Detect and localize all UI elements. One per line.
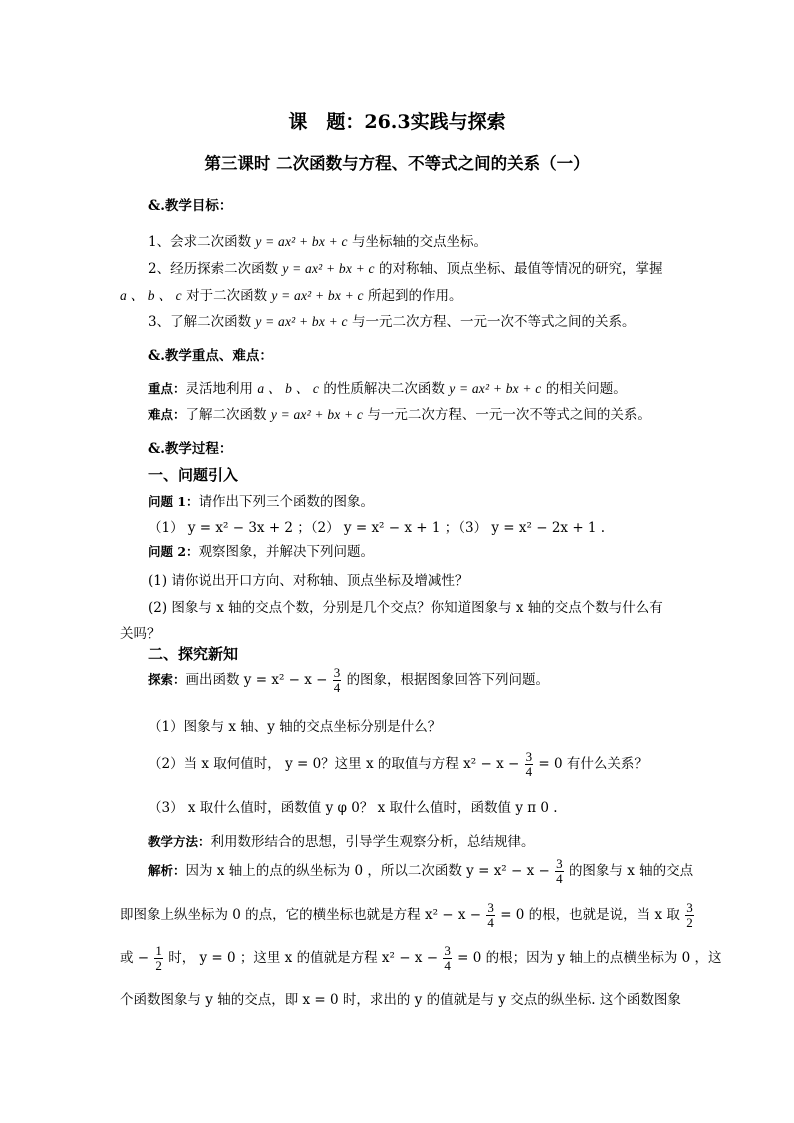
method-text: 利用数形结合的思想，引导学生观察分析，总结规律。 — [210, 834, 535, 850]
objective-2-expr: y = ax² + bx + c — [282, 261, 375, 276]
analysis-line-4: 个函数图象与 y 轴的交点，即 x = 0 时，求出的 y 的值就是与 y 交点的纵坐标. 这个函数图象 — [120, 992, 681, 1008]
difficult-label: 难点： — [148, 407, 186, 422]
fraction-three-quarters: $\frac{3}{4}$ — [444, 943, 451, 973]
key-mid: 的性质解决二次函数 — [323, 381, 445, 397]
objective-3-pre: 3、了解二次函数 — [148, 314, 252, 330]
objective-1-expr: y = ax² + bx + c — [255, 234, 348, 249]
difficult-expr: y = ax² + bx + c — [270, 407, 364, 422]
analysis-2-pre: 即图象上纵坐标为 0 的点，它的横坐标也就是方程 x² − x − — [120, 907, 482, 923]
objective-2 — [148, 257, 662, 277]
objectives-heading: &.教学目标： — [148, 198, 233, 214]
objective-2b-expr: y = ax² + bx + c — [271, 288, 364, 303]
objective-3 — [148, 310, 635, 330]
section-2-heading: 二、探究新知 — [148, 645, 239, 663]
analysis-1-post: 的图象与 x 轴的交点 — [568, 863, 694, 879]
key-vars: a 、 b 、 c — [257, 381, 320, 396]
key-post: 的相关问题。 — [545, 381, 627, 397]
lesson-title: 课 题：26.3实践与探索 — [288, 111, 506, 133]
question-2-text: 观察图象，并解决下列问题。 — [198, 544, 375, 560]
fraction-one-half: $\frac{1}{2}$ — [155, 943, 162, 973]
objective-2-mid: 对于二次函数 — [186, 288, 268, 304]
explore-q2 — [148, 750, 648, 779]
question-2-label: 问题 2： — [148, 544, 199, 559]
objective-3-expr: y = ax² + bx + c — [255, 314, 348, 329]
difficult-pre: 了解二次函数 — [185, 407, 267, 423]
explore-pre: 画出函数 y = x² − x − — [185, 672, 328, 688]
method-label: 教学方法： — [148, 834, 211, 849]
explore-q2-post: = 0 有什么关系？ — [538, 756, 648, 772]
analysis-3-pre: 或 − — [120, 950, 150, 966]
explore-q1: （1）图象与 x 轴、y 轴的交点坐标分别是什么？ — [148, 719, 442, 735]
objective-3-post: 与一元二次方程、一元一次不等式之间的关系。 — [351, 314, 636, 330]
keypoints-heading: &.教学重点、难点： — [148, 348, 273, 364]
question-1-functions: （1） y = x² − 3x + 2 ；（2） y = x² − x + 1 ；（3） y = x² − 2x + 1 . — [148, 520, 606, 536]
objective-2b-post: 所起到的作用。 — [367, 288, 463, 304]
explore-line — [148, 666, 549, 695]
objective-1-post: 与坐标轴的交点坐标。 — [351, 234, 487, 250]
objective-1-pre: 1、会求二次函数 — [148, 234, 252, 250]
objective-2-pre: 2、经历探索二次函数 — [148, 261, 279, 277]
question-2-part-2-cont: 关吗？ — [120, 626, 161, 642]
key-label: 重点： — [148, 381, 186, 396]
explore-post: 的图象，根据图象回答下列问题。 — [346, 672, 550, 688]
difficult-post: 与一元二次方程、一元一次不等式之间的关系。 — [367, 407, 651, 423]
analysis-1-pre: 因为 x 轴上的点的纵坐标为 0 ，所以二次函数 y = x² − x − — [185, 863, 550, 879]
analysis-line-3 — [120, 944, 722, 973]
explore-q2-pre: （2）当 x 取何值时， y = 0？这里 x 的取值与方程 x² − x − — [148, 756, 520, 772]
question-1 — [148, 490, 374, 510]
analysis-label: 解析： — [148, 863, 186, 878]
objective-2-post: 的对称轴、顶点坐标、最值等情况的研究，掌握 — [378, 261, 663, 277]
lesson-subtitle: 第三课时 二次函数与方程、不等式之间的关系（一） — [204, 154, 590, 173]
question-2-part-2: (2) 图象与 x 轴的交点个数，分别是几个交点？你知道图象与 x 轴的交点个数与什么有 — [148, 600, 663, 616]
fraction-three-quarters: $\frac{3}{4}$ — [333, 665, 341, 695]
teaching-method — [148, 830, 535, 850]
question-1-text: 请作出下列三个函数的图象。 — [198, 494, 375, 510]
objective-1 — [148, 230, 487, 250]
analysis-line-1 — [148, 857, 693, 886]
key-point — [148, 377, 627, 397]
difficult-point — [148, 403, 651, 423]
objective-2-vars: a 、 b 、 c — [120, 288, 182, 303]
question-2-part-1: (1) 请你说出开口方向、对称轴、顶点坐标及增减性？ — [148, 573, 469, 589]
objective-2-cont — [120, 284, 462, 304]
analysis-3-mid: 时， y = 0 ；这里 x 的值就是方程 x² − x − — [168, 950, 439, 966]
question-1-label: 问题 1： — [148, 494, 199, 509]
explore-q3: （3） x 取什么值时，函数值 y φ 0？ x 取什么值时，函数值 y π 0 . — [148, 800, 558, 816]
explore-label: 探索： — [148, 672, 186, 687]
section-1-heading: 一、问题引入 — [148, 466, 239, 484]
fraction-three-quarters: $\frac{3}{4}$ — [556, 856, 563, 886]
key-expr: y = ax² + bx + c — [449, 381, 542, 396]
analysis-2-post: = 0 的根，也就是说，当 x 取 — [500, 907, 680, 923]
fraction-three-halves: $\frac{3}{2}$ — [686, 900, 693, 930]
question-2 — [148, 540, 374, 560]
analysis-line-2 — [120, 901, 695, 930]
fraction-three-quarters: $\frac{3}{4}$ — [487, 900, 494, 930]
process-heading: &.教学过程： — [148, 441, 233, 457]
analysis-3-post: = 0 的根；因为 y 轴上的点横坐标为 0 ，这 — [457, 950, 722, 966]
key-pre: 灵活地利用 — [185, 381, 254, 397]
fraction-three-quarters: $\frac{3}{4}$ — [525, 749, 533, 779]
